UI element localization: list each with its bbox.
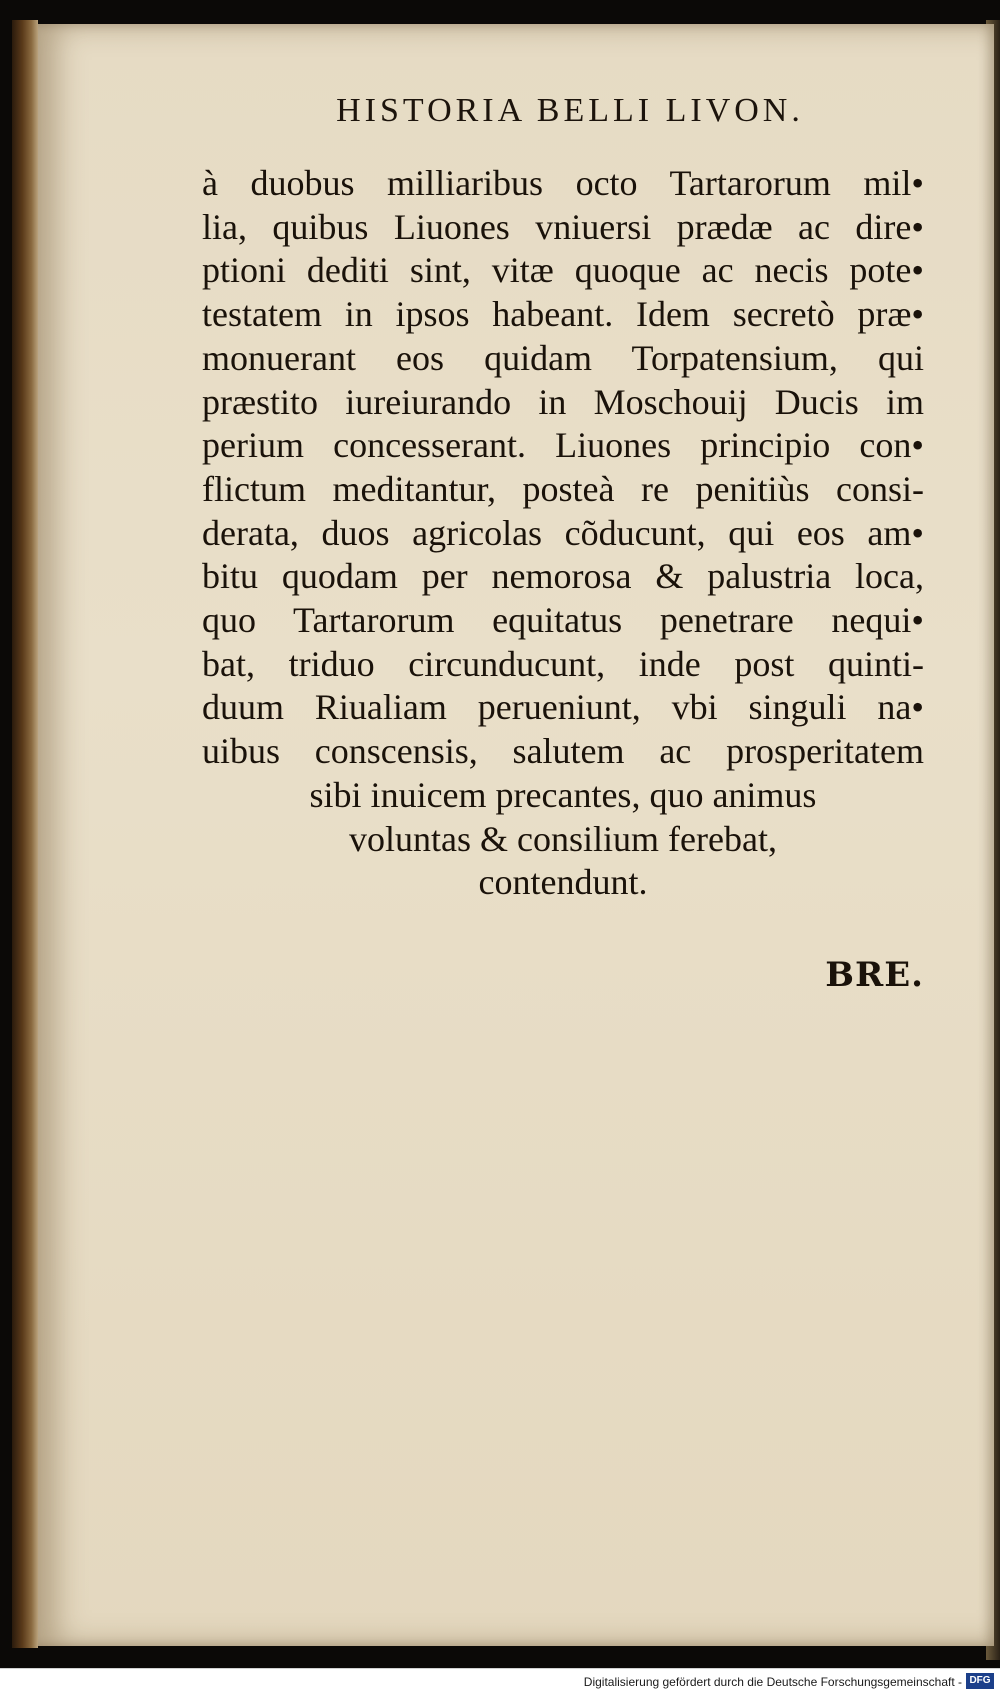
centered-line: voluntas & consilium ferebat,	[349, 818, 777, 859]
text-line: uibus conscensis, salutem ac prosperitatem	[202, 731, 924, 772]
running-head: HISTORIA BELLI LIVON.	[336, 92, 804, 129]
centered-line: contendunt.	[478, 862, 648, 903]
text-line: perium concesserant. Liuones principio con•	[202, 425, 924, 466]
funding-credit: Digitalisierung gefördert durch die Deutsche Forschungsgemeinschaft -	[583, 1675, 962, 1689]
text-line: ptioni dediti sint, vitæ quoque ac necis pote•	[202, 250, 924, 291]
text-line: præstito iureiurando in Moschouij Ducis im	[202, 381, 924, 422]
centered-line: sibi inuicem precantes, quo animus	[309, 774, 817, 815]
text-line: à duobus milliaribus octo Tartarorum mil•	[202, 163, 924, 203]
text-line: testatem in ipsos habeant. Idem secretò præ•	[202, 294, 924, 335]
book-spine-edge	[12, 20, 38, 1648]
text-line: monuerant eos quidam Torpatensium, qui	[202, 337, 924, 378]
text-line: derata, duos agricolas cõducunt, qui eos am•	[202, 512, 924, 553]
text-line: quo Tartarorum equitatus penetrare nequi•	[202, 600, 924, 641]
text-line: duum Riualiam perueniunt, vbi singuli na•	[202, 687, 924, 728]
body-text	[202, 162, 924, 905]
text-line: flictum meditantur, posteà re penitiùs consi-	[202, 468, 924, 509]
text-line: lia, quibus Liuones vniuersi prædæ ac dire•	[202, 206, 924, 247]
dfg-logo-icon: DFG	[966, 1673, 994, 1689]
catchword: BRE.	[825, 955, 924, 995]
text-line: bat, triduo circunducunt, inde post quinti-	[202, 643, 924, 684]
footer-credit-bar	[0, 1668, 1000, 1696]
text-line: bitu quodam per nemorosa & palustria loca,	[202, 556, 924, 597]
